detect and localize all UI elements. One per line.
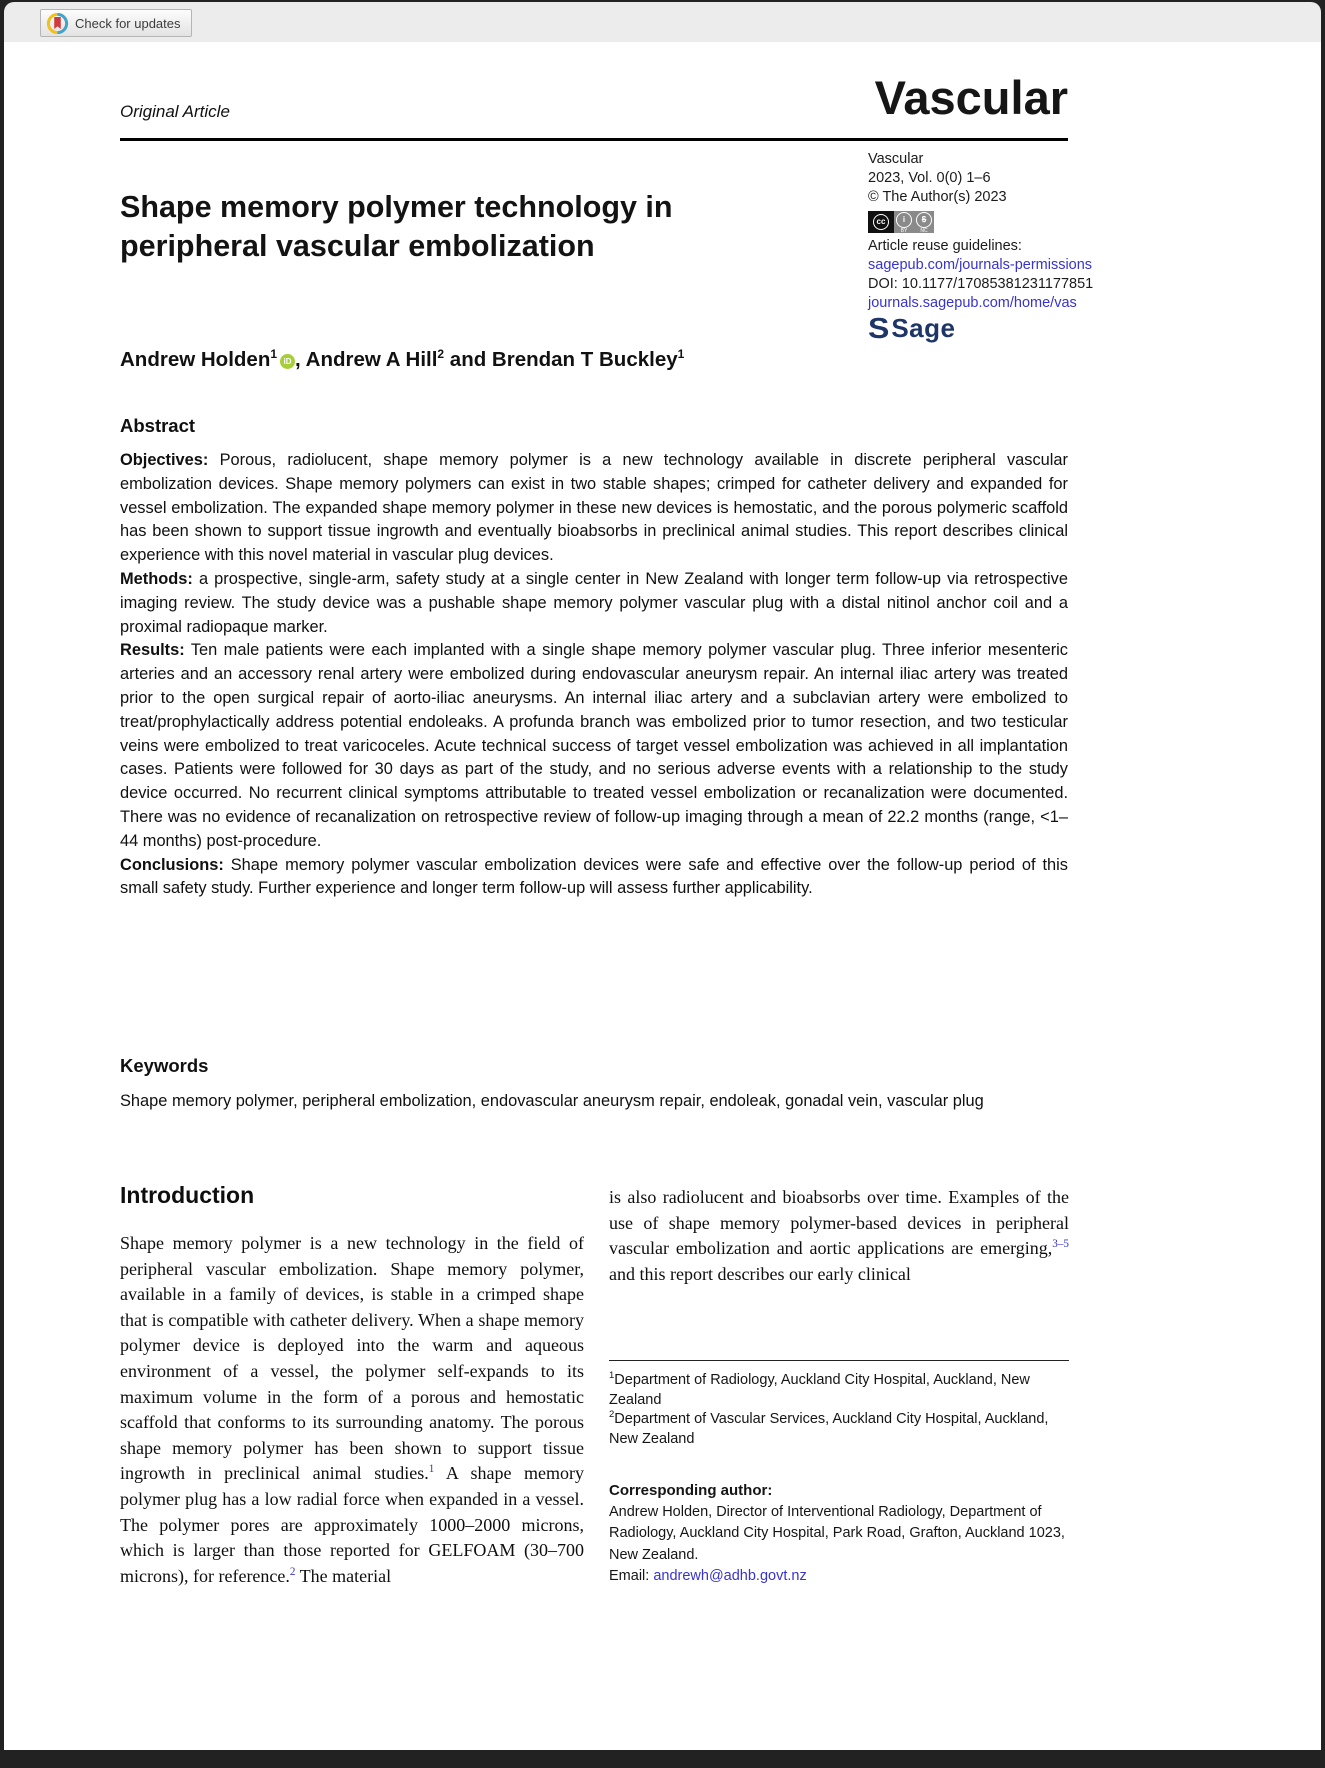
authors-line: [120, 348, 840, 372]
doi-text: DOI: 10.1177/17085381231177851: [868, 276, 1094, 293]
sage-logo: [868, 312, 1078, 345]
header-rule: [120, 138, 1068, 141]
affiliation-1-text: Department of Radiology, Auckland City Hospital, Auckland, New Zealand: [609, 1372, 1030, 1408]
author-1: Andrew Holden: [120, 348, 271, 371]
author-3-affiliation-sup: 1: [677, 347, 685, 362]
viewer-topbar: [4, 2, 1321, 42]
check-for-updates-button[interactable]: [40, 9, 192, 37]
check-for-updates-label: Check for updates: [75, 15, 181, 31]
introduction-left-column: [120, 1182, 584, 1589]
intro-left-text-2: A shape memory polymer plug has a low radial force when expanded in a vessel. The polymer pores are approximately 1000–2000 microns, which is larger than those reported for GELFOAM (30–700 microns), for reference.: [120, 1463, 585, 1586]
conclusions-text: Shape memory polymer vascular embolization devices were safe and effective over the follow-up period of this small safety study. Further experience and longer term follow-up will assess further applicability.: [120, 855, 1068, 898]
corresponding-author-text: Andrew Holden, Director of Interventional Radiology, Department of Radiology, Auckland City Hospital, Park Road, Grafton, Auckland 1023, New Zealand.: [609, 1503, 1065, 1563]
permissions-link[interactable]: sagepub.com/journals-permissions: [868, 256, 1093, 273]
methods-label: Methods:: [120, 569, 193, 588]
affiliation-2-text: Department of Vascular Services, Auckland City Hospital, Auckland, New Zealand: [609, 1411, 1049, 1447]
cc-by-nc-icons: i BY $ NC: [894, 211, 934, 233]
conclusions-label: Conclusions:: [120, 855, 224, 874]
author-1-affiliation-sup: 1: [270, 347, 278, 362]
reference-link-3-5[interactable]: 3–5: [1052, 1238, 1069, 1251]
cc-license-badge[interactable]: [868, 211, 934, 233]
keywords-list: Shape memory polymer, peripheral embolization, endovascular aneurysm repair, endoleak, gonadal vein, vascular plug: [120, 1092, 984, 1110]
reference-link-1[interactable]: 1: [428, 1463, 435, 1476]
keywords-section: [120, 1055, 1068, 1113]
intro-left-text-1: Shape memory polymer is a new technology in the field of peripheral vascular embolization. Shape memory polymer, available in a family of devices, is stable in a crimped shape that is compatible with catheter delivery. When a shape memory polymer device is deployed into the warm and aqueous environment of a vessel, the polymer self-expands to its maximum volume in the form of a porous and hemostatic scaffold that conforms to its surrounding anatomy. The porous shape memory polymer has been shown to support tissue ingrowth in preclinical animal studies.: [120, 1233, 584, 1484]
reference-link-2[interactable]: 2: [289, 1565, 296, 1578]
corresponding-author-label: Corresponding author:: [609, 1482, 773, 1499]
results-text: Ten male patients were each implanted with a single shape memory polymer vascular plug. Three inferior mesenteric arteries and an accessory renal artery were embolized during endovascular aneurysm repair. An internal iliac artery was treated prior to the open surgical repair of aorto-iliac aneurysms. An internal iliac artery and a subclavian artery were embolized to treat/prophylactically address potential endoleaks. A profunda branch was embolized prior to tumor resection, and two testicular veins were embolized to treat varicoceles. Acute technical success of target vessel embolization was achieved in all implantation cases. Patients were followed for 30 days as part of the study, and no serious adverse events with a relationship to the study device occurred. No recurrent clinical symptoms attributable to treated vessel embolization or recanalization were documented. There was no evidence of recanalization on retrospective review of follow-up imaging through a mean of 22.2 months (range, <1–44 months) post-procedure.: [120, 641, 1068, 850]
meta-copyright: © The Author(s) 2023: [868, 189, 1007, 206]
footnotes-section: [609, 1360, 1069, 1588]
abstract-objectives: [120, 449, 1068, 568]
author-2: , Andrew A Hill: [295, 348, 438, 371]
abstract-heading: Abstract: [120, 415, 196, 436]
intro-right-text-2: and this report describes our early clinical: [609, 1263, 911, 1284]
abstract-methods: [120, 568, 1068, 639]
introduction-right-column: [609, 1185, 1069, 1287]
footnote-divider: [609, 1360, 1069, 1361]
introduction-paragraph-right: [609, 1185, 1069, 1287]
affiliation-2-sup: 2: [609, 1409, 615, 1421]
orcid-icon[interactable]: iD: [280, 354, 295, 369]
reuse-guidelines-label: Article reuse guidelines:: [868, 237, 1022, 254]
affiliation-2: [609, 1410, 1069, 1449]
intro-right-text-1: is also radiolucent and bioabsorbs over time. Examples of the use of shape memory polymer-based devices in peripheral vascular embolization and aortic applications are emerging,: [609, 1187, 1069, 1259]
sage-logo-text: Sage: [891, 313, 956, 344]
cc-nc-icon: $: [916, 212, 932, 228]
email-link[interactable]: andrewh@adhb.govt.nz: [653, 1568, 807, 1584]
affiliation-1: [609, 1371, 1069, 1410]
cc-icon: cc: [868, 211, 894, 233]
objectives-text: Porous, radiolucent, shape memory polymer is a new technology available in discrete peripheral vascular embolization devices. Shape memory polymers can exist in two stable shapes; crimped for catheter delivery and expanded for vessel embolization. The expanded shape memory polymer in these new devices is hemostatic, and the porous polymeric scaffold has been shown to support tissue ingrowth and eventually bioabsorbs in preclinical animal studies. This report describes clinical experience with this novel material in vascular plug devices.: [120, 451, 1068, 565]
corresponding-author-block: [609, 1480, 1069, 1588]
methods-text: a prospective, single-arm, safety study at a single center in New Zealand with longer term follow-up via retrospective imaging review. The study device was a pushable shape memory polymer vascular plug with a distal nitinol anchor coil and a proximal radiopaque marker.: [120, 569, 1068, 636]
objectives-label: Objectives:: [120, 451, 209, 469]
author-3: and Brendan T Buckley: [444, 348, 678, 371]
abstract-section: [120, 415, 1068, 901]
article-type-label: Original Article: [120, 102, 230, 121]
results-label: Results:: [120, 641, 185, 660]
email-line: [609, 1566, 1069, 1588]
crossmark-icon: [46, 12, 69, 35]
abstract-conclusions: [120, 854, 1068, 902]
intro-left-text-3: The material: [295, 1565, 392, 1586]
affiliation-1-sup: 1: [609, 1370, 615, 1382]
meta-issue: 2023, Vol. 0(0) 1–6: [868, 170, 991, 187]
keywords-heading: Keywords: [120, 1055, 209, 1076]
page-title: Shape memory polymer technology in peripheral vascular embolization: [120, 190, 673, 264]
introduction-heading: Introduction: [120, 1182, 255, 1208]
email-label: Email:: [609, 1568, 654, 1584]
sage-s-icon: S: [868, 312, 890, 345]
abstract-results: [120, 639, 1068, 853]
article-page: [4, 42, 1321, 1750]
meta-journal: Vascular: [868, 151, 924, 167]
cc-by-icon: i: [896, 212, 912, 228]
journal-home-link[interactable]: journals.sagepub.com/home/vas: [868, 295, 1077, 312]
author-2-affiliation-sup: 2: [437, 347, 445, 362]
introduction-paragraph-left: [120, 1231, 584, 1589]
journal-metadata: [868, 150, 1094, 345]
journal-wordmark: Vascular: [874, 71, 1068, 124]
